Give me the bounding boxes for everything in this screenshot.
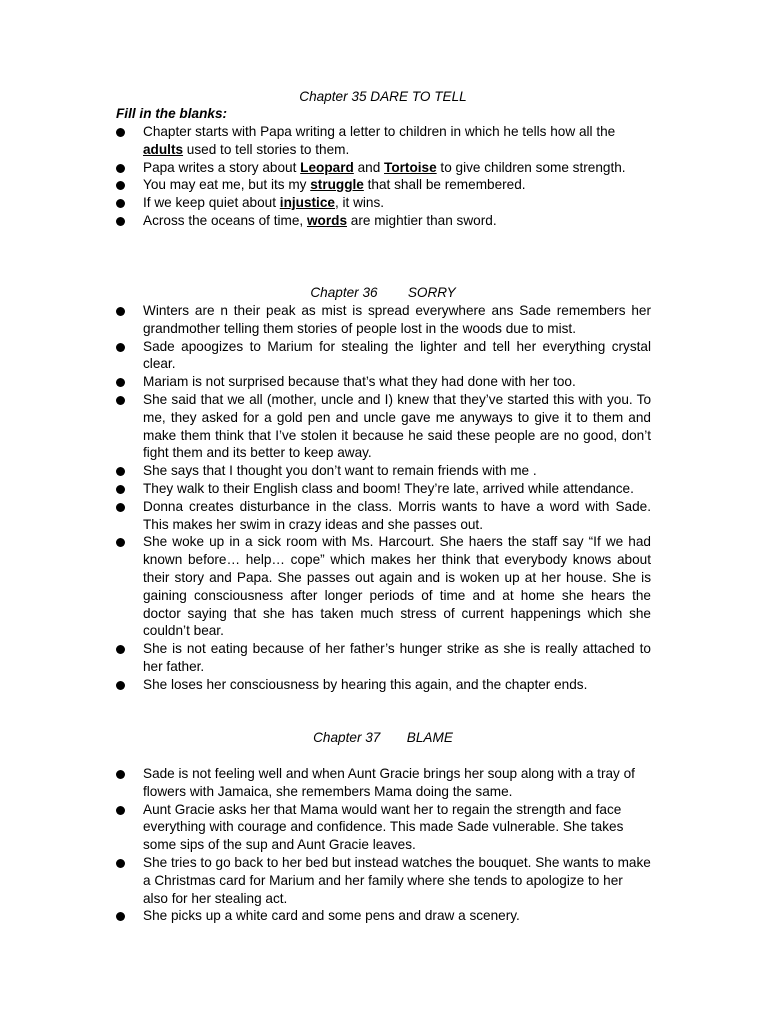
bullet-icon [116, 485, 125, 494]
item-text: used to tell stories to them. [183, 141, 350, 157]
list-item [0, 338, 651, 374]
chapter-35-list [0, 123, 768, 230]
bullet-icon [116, 343, 125, 352]
item-text: Chapter starts with Papa writing a letter to children in which he tells how all the [143, 124, 616, 139]
answer-word: Leopard [300, 159, 354, 175]
item-text: to give children some strength. [436, 159, 626, 175]
item-text: Aunt Gracie asks her that Mama would want her to regain the strength and face everything with courage and confidence. This made Sade vulnerable. She takes some sips of the sup and Aunt Gracie leaves. [143, 801, 624, 853]
list-item [0, 212, 651, 230]
list-item [0, 676, 651, 694]
list-item [0, 159, 651, 177]
bullet-icon [116, 164, 125, 173]
item-text: They walk to their English class and boom! They’re late, arrived while attendance. [143, 480, 634, 496]
bullet-icon [116, 199, 125, 208]
chapter-36-title: Chapter 36 SORRY [310, 285, 456, 300]
bullet-icon [116, 681, 125, 690]
list-item [0, 462, 651, 480]
list-item [0, 176, 651, 194]
list-item [0, 498, 651, 534]
item-text: Papa writes a story about [143, 159, 301, 175]
bullet-icon [116, 307, 125, 316]
chapter-35-title: Chapter 35 DARE TO TELL [299, 89, 467, 104]
item-text: , it wins. [334, 195, 385, 211]
item-text: If we keep quiet about [143, 195, 280, 211]
list-item [0, 480, 651, 498]
item-text: are mightier than sword. [347, 212, 497, 228]
item-text: Sade is not feeling well and when Aunt Gracie brings her soup along with a tray of flowers with Jamaica, she remembers Mama doing the same. [143, 766, 635, 799]
bullet-icon [116, 912, 125, 921]
item-text: She said that we all (mother, uncle and I) knew that they’ve started this with you. To me, they asked for a gold pen and uncle gave me anyways to give it to them and make them think that I’ve stolen it because he said these people are no good, don’t fight them and its better to keep away. [143, 391, 651, 461]
answer-word: words [306, 212, 347, 228]
chapter-36-list [0, 302, 768, 694]
item-text: She loses her consciousness by hearing this again, and the chapter ends. [143, 676, 588, 692]
bullet-icon [116, 538, 125, 547]
item-text: Donna creates disturbance in the class. Morris wants to have a word with Sade. This makes her swim in crazy ideas and she passes out. [143, 498, 651, 532]
item-text: She is not eating because of her father’s hunger strike as she is really attached to her father. [143, 641, 651, 674]
bullet-icon [116, 181, 125, 190]
item-text: She says that I thought you don’t want to remain friends with me . [143, 463, 537, 479]
bullet-icon [116, 128, 125, 137]
list-item [0, 907, 651, 925]
list-item [0, 854, 651, 907]
bullet-icon [116, 503, 125, 512]
item-text: She picks up a white card and some pens and draw a scenery. [143, 908, 520, 924]
chapter-37-title: Chapter 37 BLAME [313, 730, 453, 745]
item-text: Across the oceans of time, [143, 212, 307, 228]
bullet-icon [116, 859, 125, 868]
list-item [0, 373, 651, 391]
list-item [0, 801, 651, 854]
list-item [0, 765, 651, 801]
list-item [0, 302, 651, 338]
bullet-icon [116, 645, 125, 654]
item-text: Mariam is not surprised because that’s what they had done with her too. [143, 374, 576, 390]
answer-word: Tortoise [384, 159, 437, 175]
answer-word: adults [143, 141, 184, 157]
list-item [0, 194, 651, 212]
list-item [0, 391, 651, 462]
list-item [0, 123, 651, 159]
item-text: She tries to go back to her bed but instead watches the bouquet. She wants to make a Christmas card for Marium and her family where she tends to apologize to her also for her stealing act. [143, 854, 651, 906]
bullet-icon [116, 770, 125, 779]
bullet-icon [116, 806, 125, 815]
chapter-37-list [0, 765, 768, 925]
list-item [0, 640, 651, 676]
bullet-icon [116, 378, 125, 387]
answer-word: struggle [310, 177, 364, 193]
answer-word: injustice [279, 195, 335, 211]
list-item [0, 533, 651, 640]
bullet-icon [116, 396, 125, 405]
item-text: and [353, 159, 385, 175]
item-text: You may eat me, but its my [143, 177, 311, 193]
fill-in-blanks-heading: Fill in the blanks: [116, 106, 228, 121]
item-text: that shall be remembered. [363, 177, 526, 193]
item-text: She woke up in a sick room with Ms. Harcourt. She haers the staff say “If we had known before… help… cope” which makes her think that everybody knows about their story and Papa. She passes out again and is woken up at her house. She is gaining consciousness after longer periods of time and at home she hears the doctor saying that she has taken much stress of current happenings which she couldn’t bear. [143, 534, 651, 639]
bullet-icon [116, 467, 125, 476]
item-text: Winters are n their peak as mist is spread everywhere ans Sade remembers her grandmother telling them stories of people lost in the woods due to mist. [143, 303, 651, 336]
item-text: Sade apoogizes to Marium for stealing the lighter and tell her everything crystal clear. [143, 338, 651, 372]
bullet-icon [116, 217, 125, 226]
